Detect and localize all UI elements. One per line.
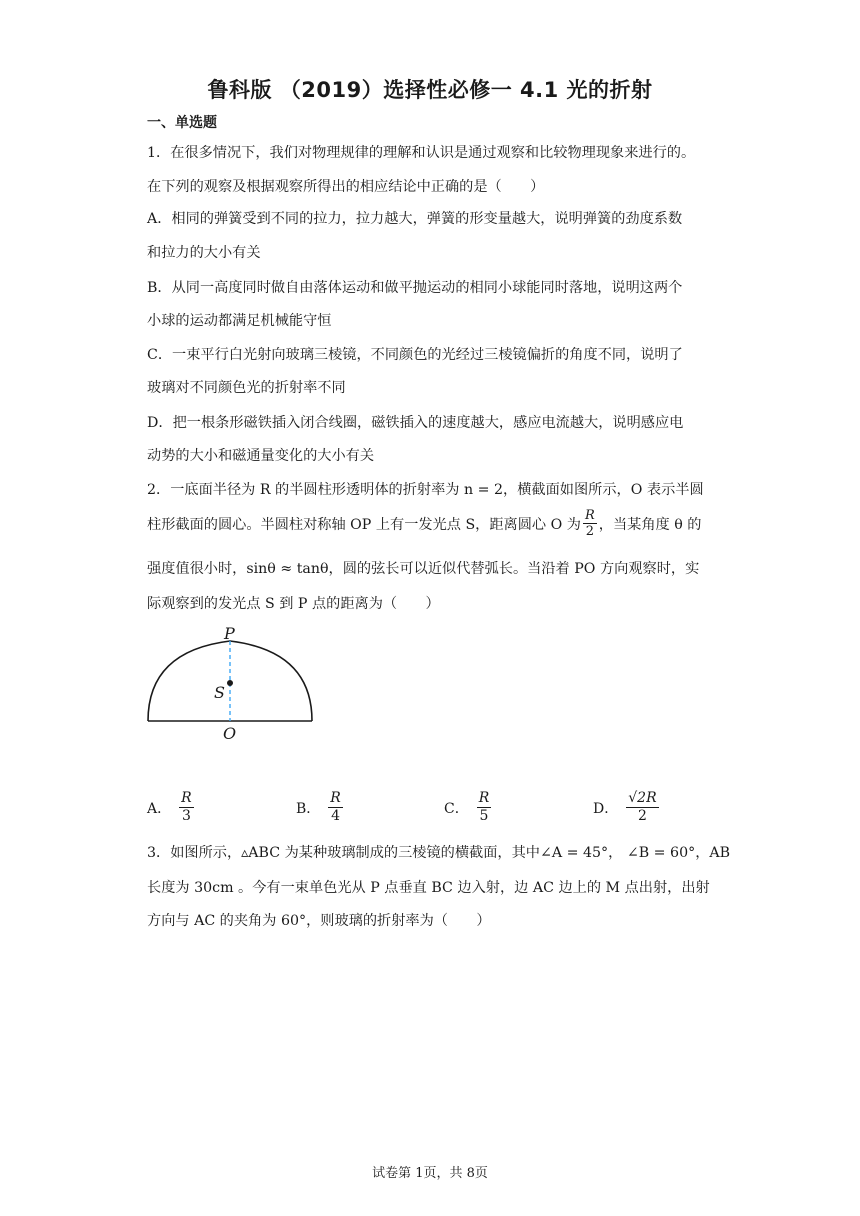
- fraction-denominator: 2: [637, 808, 647, 824]
- q3-line: 长度为 30cm 。今有一束单色光从 P 点垂直 BC 边入射，边 AC 边上的 M 点出射，出射: [147, 880, 710, 896]
- fraction-numerator: √2R: [628, 790, 657, 806]
- fraction-denominator: 4: [331, 808, 341, 824]
- q3-line: 3．如图所示，▵ABC 为某种玻璃制成的三棱镜的横截面，其中∠A = 45°， ∠B = 60°，AB: [147, 845, 731, 861]
- light-point-s: [227, 680, 233, 686]
- q2-fraction: [583, 508, 597, 539]
- q2-option-c: [444, 790, 491, 825]
- fraction-numerator: R: [181, 790, 192, 806]
- fraction-denominator: 3: [181, 808, 191, 824]
- option-key: C．: [444, 800, 469, 817]
- option-key: A．: [147, 800, 172, 817]
- q2-line: 2．一底面半径为 R 的半圆柱形透明体的折射率为 n = 2，横截面如图所示，O 表示半圆: [147, 482, 704, 498]
- option-key: D．: [593, 800, 619, 817]
- q2-text: ，当某角度 θ 的: [598, 516, 702, 533]
- q2-text: 柱形截面的圆心。半圆柱对称轴 OP 上有一发光点 S，距离圆心 O 为: [147, 516, 581, 533]
- q3-line: 方向与 AC 的夹角为 60°，则玻璃的折射率为（ ）: [147, 913, 491, 929]
- label-s: S: [214, 683, 225, 702]
- q1-option-a-cont: 和拉力的大小有关: [147, 245, 261, 261]
- q1-option-d-cont: 动势的大小和磁通量变化的大小有关: [147, 448, 375, 464]
- page-title: 鲁科版 （2019）选择性必修一 4.1 光的折射: [207, 78, 653, 102]
- label-o: O: [223, 724, 237, 743]
- fraction-numerator: R: [584, 508, 595, 523]
- q1-option-c-cont: 玻璃对不同颜色光的折射率不同: [147, 380, 346, 396]
- label-p: P: [224, 624, 235, 643]
- q2-line: [147, 508, 701, 539]
- q1-option-b: B．从同一高度同时做自由落体运动和做平抛运动的相同小球能同时落地，说明这两个: [147, 280, 683, 296]
- option-fraction: [626, 790, 658, 825]
- fraction-denominator: 2: [585, 524, 594, 539]
- fraction-denominator: 5: [479, 808, 489, 824]
- q1-option-b-cont: 小球的运动都满足机械能守恒: [147, 313, 332, 329]
- fraction-numerator: R: [330, 790, 341, 806]
- q2-line: 强度值很小时，sinθ ≈ tanθ，圆的弦长可以近似代替弧长。当沿着 PO 方向观察时，实: [147, 561, 700, 577]
- q1-option-d: D．把一根条形磁铁插入闭合线圈，磁铁插入的速度越大，感应电流越大，说明感应电: [147, 415, 684, 431]
- option-fraction: [179, 790, 194, 825]
- q1-option-a: A．相同的弹簧受到不同的拉力，拉力越大，弹簧的形变量越大，说明弹簧的劲度系数: [147, 211, 683, 227]
- semicircle-figure: [140, 622, 320, 746]
- option-fraction: [328, 790, 343, 825]
- section-heading: 一、单选题: [147, 115, 217, 131]
- q1-line: 在下列的观察及根据观察所得出的相应结论中正确的是（ ）: [147, 179, 545, 195]
- q2-line: 际观察到的发光点 S 到 P 点的距离为（ ）: [147, 596, 440, 612]
- q2-option-a: [147, 790, 194, 825]
- q1-option-c: C．一束平行白光射向玻璃三棱镜，不同颜色的光经过三棱镜偏折的角度不同，说明了: [147, 347, 683, 363]
- q2-option-b: [296, 790, 343, 825]
- option-key: B．: [296, 800, 321, 817]
- page-footer: 试卷第 1页，共 8页: [372, 1166, 488, 1181]
- fraction-numerator: R: [478, 790, 490, 806]
- q2-option-d: [593, 790, 659, 825]
- option-fraction: [477, 790, 492, 825]
- q1-line: 1．在很多情况下，我们对物理规律的理解和认识是通过观察和比较物理现象来进行的。: [147, 145, 696, 161]
